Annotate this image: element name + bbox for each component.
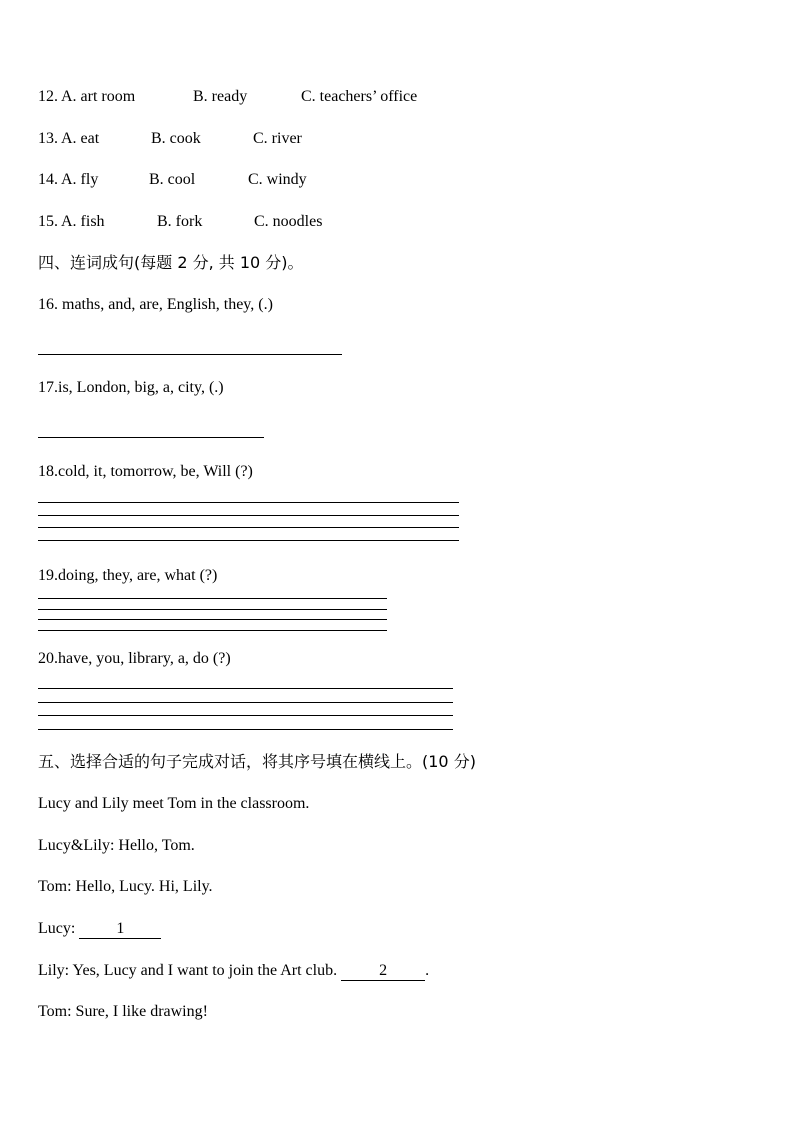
option-a: A. fish bbox=[61, 213, 105, 230]
question-17: 17.is, London, big, a, city, (.) bbox=[38, 379, 224, 396]
answer-rule bbox=[38, 688, 453, 689]
option-c: C. river bbox=[253, 130, 302, 147]
section5-heading: 五、选择合适的句子完成对话，将其序号填在横线上。(10 分) bbox=[38, 752, 476, 771]
answer-rule bbox=[38, 540, 459, 541]
option-b: B. ready bbox=[193, 88, 248, 105]
answer-rule bbox=[38, 715, 453, 716]
option-a: A. fly bbox=[61, 171, 99, 188]
answer-rule bbox=[38, 630, 387, 631]
question-20: 20.have, you, library, a, do (?) bbox=[38, 650, 231, 667]
answer-rule bbox=[38, 515, 459, 516]
option-a: A. art room bbox=[61, 88, 136, 105]
option-b: B. cool bbox=[149, 171, 196, 188]
answer-rule bbox=[38, 527, 459, 528]
question-number: 12. bbox=[38, 88, 58, 105]
answer-rule bbox=[38, 729, 453, 730]
question-number: 15. bbox=[38, 213, 58, 230]
question-18: 18.cold, it, tomorrow, be, Will (?) bbox=[38, 463, 253, 480]
dialogue-intro: Lucy and Lily meet Tom in the classroom. bbox=[38, 795, 310, 812]
dialogue-line-tom: Tom: Sure, I like drawing! bbox=[38, 1003, 208, 1020]
answer-rule bbox=[38, 609, 387, 610]
speaker-lucy: Lucy: bbox=[38, 920, 80, 937]
option-c: C. windy bbox=[248, 171, 307, 188]
question-number: 14. bbox=[38, 171, 58, 188]
answer-rule bbox=[38, 502, 459, 503]
answer-line-16[interactable] bbox=[38, 354, 342, 355]
option-c: C. noodles bbox=[254, 213, 323, 230]
answer-rule bbox=[38, 619, 387, 620]
option-b: B. cook bbox=[151, 130, 201, 147]
answer-line-17[interactable] bbox=[38, 437, 264, 438]
speaker-lily-text: Lily: Yes, Lucy and I want to join the Art club. bbox=[38, 962, 342, 979]
section4-heading: 四、连词成句(每题 2 分, 共 10 分)。 bbox=[38, 253, 304, 272]
dialogue-line-lily bbox=[38, 961, 429, 981]
dialogue-line-lucy bbox=[38, 919, 161, 939]
blank-1[interactable]: 1 bbox=[79, 920, 161, 939]
dialogue-line: Lucy&Lily: Hello, Tom. bbox=[38, 837, 195, 854]
question-number: 13. bbox=[38, 130, 58, 147]
answer-rule bbox=[38, 598, 387, 599]
option-b: B. fork bbox=[157, 213, 203, 230]
blank-2[interactable]: 2 bbox=[341, 962, 425, 981]
option-a: A. eat bbox=[61, 130, 100, 147]
answer-rule bbox=[38, 702, 453, 703]
dialogue-line: Tom: Hello, Lucy. Hi, Lily. bbox=[38, 878, 213, 895]
question-16: 16. maths, and, are, English, they, (.) bbox=[38, 296, 273, 313]
punctuation: . bbox=[425, 962, 430, 979]
question-19: 19.doing, they, are, what (?) bbox=[38, 567, 218, 584]
option-c: C. teachers’ office bbox=[301, 88, 418, 105]
